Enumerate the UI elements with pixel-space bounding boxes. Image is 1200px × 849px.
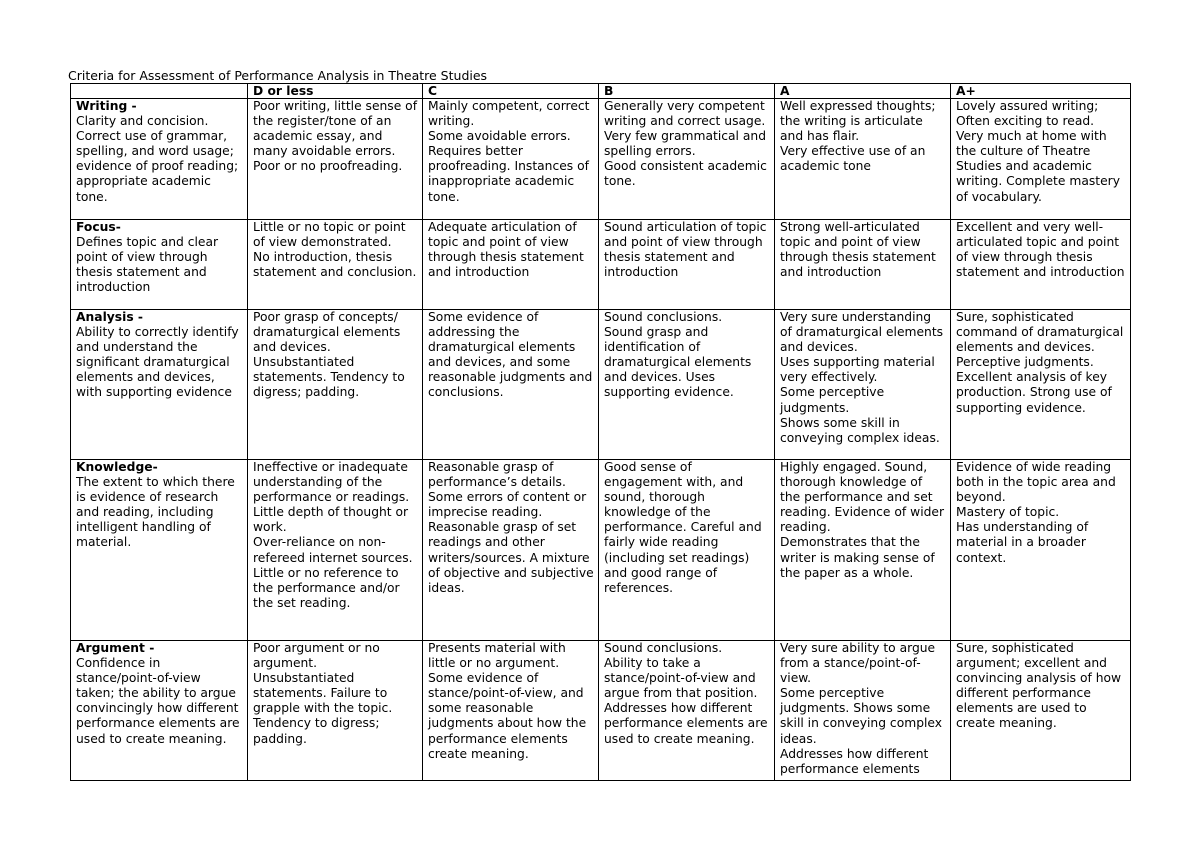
descriptor-text: Poor grasp of concepts/ dramaturgical elements and devices. (253, 310, 401, 355)
descriptor-text: Good sense of engagement with, and sound, thorough knowledge of the performance. Careful and fairly wide reading (including set readings) and good range of references. (604, 460, 762, 595)
descriptor-text: Poor or no proofreading. (253, 159, 403, 174)
descriptor-text: Very effective use of an academic tone (780, 144, 926, 174)
descriptor-text: Addresses how different performance elements (780, 746, 929, 776)
criterion-cell (71, 460, 248, 641)
descriptor-text: Poor argument or no argument. (253, 641, 380, 671)
descriptor-text: Sure, sophisticated command of dramaturgical elements and devices. (956, 310, 1124, 355)
descriptor-text: Very few grammatical and spelling errors. (604, 129, 767, 159)
grade-cell-d (248, 460, 423, 641)
grade-cell-d (248, 99, 423, 220)
descriptor-text: Poor writing, little sense of the register/tone of an academic essay, and many avoidable errors. (253, 99, 418, 159)
criterion-row (71, 99, 1131, 220)
criterion-name: Focus- (76, 220, 121, 234)
document-title: Criteria for Assessment of Performance Analysis in Theatre Studies (68, 68, 488, 83)
grade-cell-c (423, 310, 599, 460)
criterion-row (71, 220, 1131, 310)
grade-cell-a-plus (951, 220, 1131, 310)
descriptor-text: Unsubstantiated statements. Tendency to digress; padding. (253, 355, 405, 400)
criterion-description: Ability to correctly identify and understand the significant dramaturgical elements and devices, with supporting evidence (76, 325, 239, 400)
criterion-cell (71, 99, 248, 220)
grade-cell-a-plus (951, 310, 1131, 460)
descriptor-text: Shows some skill in conveying complex ideas. (780, 415, 940, 445)
grade-cell-d (248, 220, 423, 310)
grade-cell-d (248, 310, 423, 460)
descriptor-text: Sound articulation of topic and point of view through thesis statement and introduction (604, 220, 767, 280)
grade-header-row (71, 84, 1131, 99)
criterion-description: Correct use of grammar, spelling, and word usage; evidence of proof reading; appropriate academic tone. (76, 129, 239, 204)
descriptor-text: Well expressed thoughts; the writing is articulate and has flair. (780, 99, 936, 144)
criterion-name: Argument - (76, 641, 155, 655)
criterion-name: Analysis - (76, 310, 144, 324)
descriptor-text: Sure, sophisticated argument; excellent and convincing analysis of how different performance elements are used to create meaning. (956, 641, 1122, 731)
grade-cell-b (599, 99, 775, 220)
descriptor-text: Adequate articulation of topic and point of view through thesis statement and introduction (428, 220, 584, 280)
descriptor-text: Good consistent academic tone. (604, 159, 767, 189)
grade-cell-a (775, 99, 951, 220)
criterion-description: The extent to which there is evidence of research and reading, including intelligent handling of material. (76, 475, 235, 550)
criterion-row (71, 310, 1131, 460)
descriptor-text: Uses supporting material very effectively. (780, 355, 935, 385)
descriptor-text: Evidence of wide reading both in the topic area and beyond. (956, 460, 1116, 505)
grade-header-a-plus: A+ (951, 84, 1131, 99)
descriptor-text: Excellent analysis of key production. Strong use of supporting evidence. (956, 370, 1112, 415)
assessment-rubric-table (70, 83, 1131, 781)
descriptor-text: Very sure understanding of dramaturgical elements and devices. (780, 310, 944, 355)
criterion-cell (71, 220, 248, 310)
descriptor-text: Perceptive judgments. (956, 355, 1094, 370)
criterion-name: Knowledge- (76, 460, 158, 474)
criterion-description: Confidence in stance/point-of-view taken; the ability to argue convincingly how different performance elements are used to create meaning. (76, 656, 240, 746)
criterion-row (71, 641, 1131, 781)
criterion-description: Clarity and concision. (76, 114, 209, 129)
grade-cell-c (423, 99, 599, 220)
grade-cell-a-plus (951, 99, 1131, 220)
descriptor-text: Strong well-articulated topic and point of view through thesis statement and introduction (780, 220, 936, 280)
descriptor-text: Lovely assured writing; (956, 99, 1099, 113)
descriptor-text: Excellent and very well-articulated topic and point of view through thesis statement and introduction (956, 220, 1125, 280)
grade-cell-a (775, 641, 951, 781)
grade-cell-a (775, 310, 951, 460)
grade-cell-b (599, 310, 775, 460)
grade-header-a: A (775, 84, 951, 99)
descriptor-text: Mainly competent, correct writing. (428, 99, 590, 129)
descriptor-text: Little or no reference to the performance and/or the set reading. (253, 565, 400, 610)
grade-cell-c (423, 641, 599, 781)
criterion-cell (71, 641, 248, 781)
grade-header-c: C (423, 84, 599, 99)
descriptor-text: Very much at home with the culture of Theatre Studies and academic writing. Complete mastery of vocabulary. (956, 129, 1120, 204)
descriptor-text: Sound conclusions. (604, 310, 723, 324)
descriptor-text: Very sure ability to argue from a stance/point-of-view. (780, 641, 936, 686)
descriptor-text: Ineffective or inadequate understanding of the performance or readings. Little depth of thought or work. (253, 460, 410, 535)
rubric-body (71, 99, 1131, 781)
descriptor-text: Some perceptive judgments. Shows some skill in conveying complex ideas. (780, 686, 943, 746)
descriptor-text: Highly engaged. Sound, thorough knowledge of the performance and set reading. Evidence of wider reading. (780, 460, 945, 535)
grade-cell-a (775, 220, 951, 310)
grade-cell-a (775, 460, 951, 641)
grade-cell-c (423, 460, 599, 641)
descriptor-text: Ability to take a stance/point-of-view and argue from that position. Addresses how different performance elements are used to create meaning. (604, 656, 768, 746)
grade-header-d: D or less (248, 84, 423, 99)
criteria-header-cell (71, 84, 248, 99)
grade-cell-b (599, 460, 775, 641)
descriptor-text: Little or no topic or point of view demonstrated. (253, 220, 406, 250)
criterion-cell (71, 310, 248, 460)
descriptor-text: Some evidence of addressing the dramaturgical elements and devices, and some reasonable judgments and conclusions. (428, 310, 593, 400)
grade-cell-a-plus (951, 641, 1131, 781)
descriptor-text: Some perceptive judgments. (780, 385, 885, 415)
descriptor-text: Generally very competent writing and correct usage. (604, 99, 766, 129)
criterion-row (71, 460, 1131, 641)
criterion-name: Writing - (76, 99, 137, 113)
descriptor-text: No introduction, thesis statement and conclusion. (253, 250, 417, 280)
grade-cell-b (599, 641, 775, 781)
descriptor-text: Unsubstantiated statements. Failure to grapple with the topic. Tendency to digress; padding. (253, 671, 393, 746)
descriptor-text: Mastery of topic. (956, 505, 1060, 520)
descriptor-text: Has understanding of material in a broader context. (956, 520, 1089, 565)
descriptor-text: Reasonable grasp of performance’s details. Some errors of content or imprecise reading. Reasonable grasp of set readings and other writers/sources. A mixture of objective and subjective ideas. (428, 460, 594, 595)
grade-cell-d (248, 641, 423, 781)
descriptor-text: Over-reliance on non-refereed internet sources. (253, 535, 413, 565)
grade-cell-a-plus (951, 460, 1131, 641)
descriptor-text: Some avoidable errors. (428, 129, 571, 144)
descriptor-text: Demonstrates that the writer is making sense of the paper as a whole. (780, 535, 935, 580)
descriptor-text: Often exciting to read. (956, 114, 1095, 129)
grade-cell-c (423, 220, 599, 310)
descriptor-text: Presents material with little or no argument. Some evidence of stance/point-of-view, and some reasonable judgments about how the performance elements create meaning. (428, 641, 587, 761)
descriptor-text: Sound conclusions. (604, 641, 723, 655)
descriptor-text: Sound grasp and identification of dramaturgical elements and devices. Uses supporting evidence. (604, 325, 752, 400)
descriptor-text: Requires better proofreading. Instances of inappropriate academic tone. (428, 144, 589, 204)
grade-header-b: B (599, 84, 775, 99)
criterion-description: Defines topic and clear point of view through thesis statement and introduction (76, 235, 219, 295)
grade-cell-b (599, 220, 775, 310)
